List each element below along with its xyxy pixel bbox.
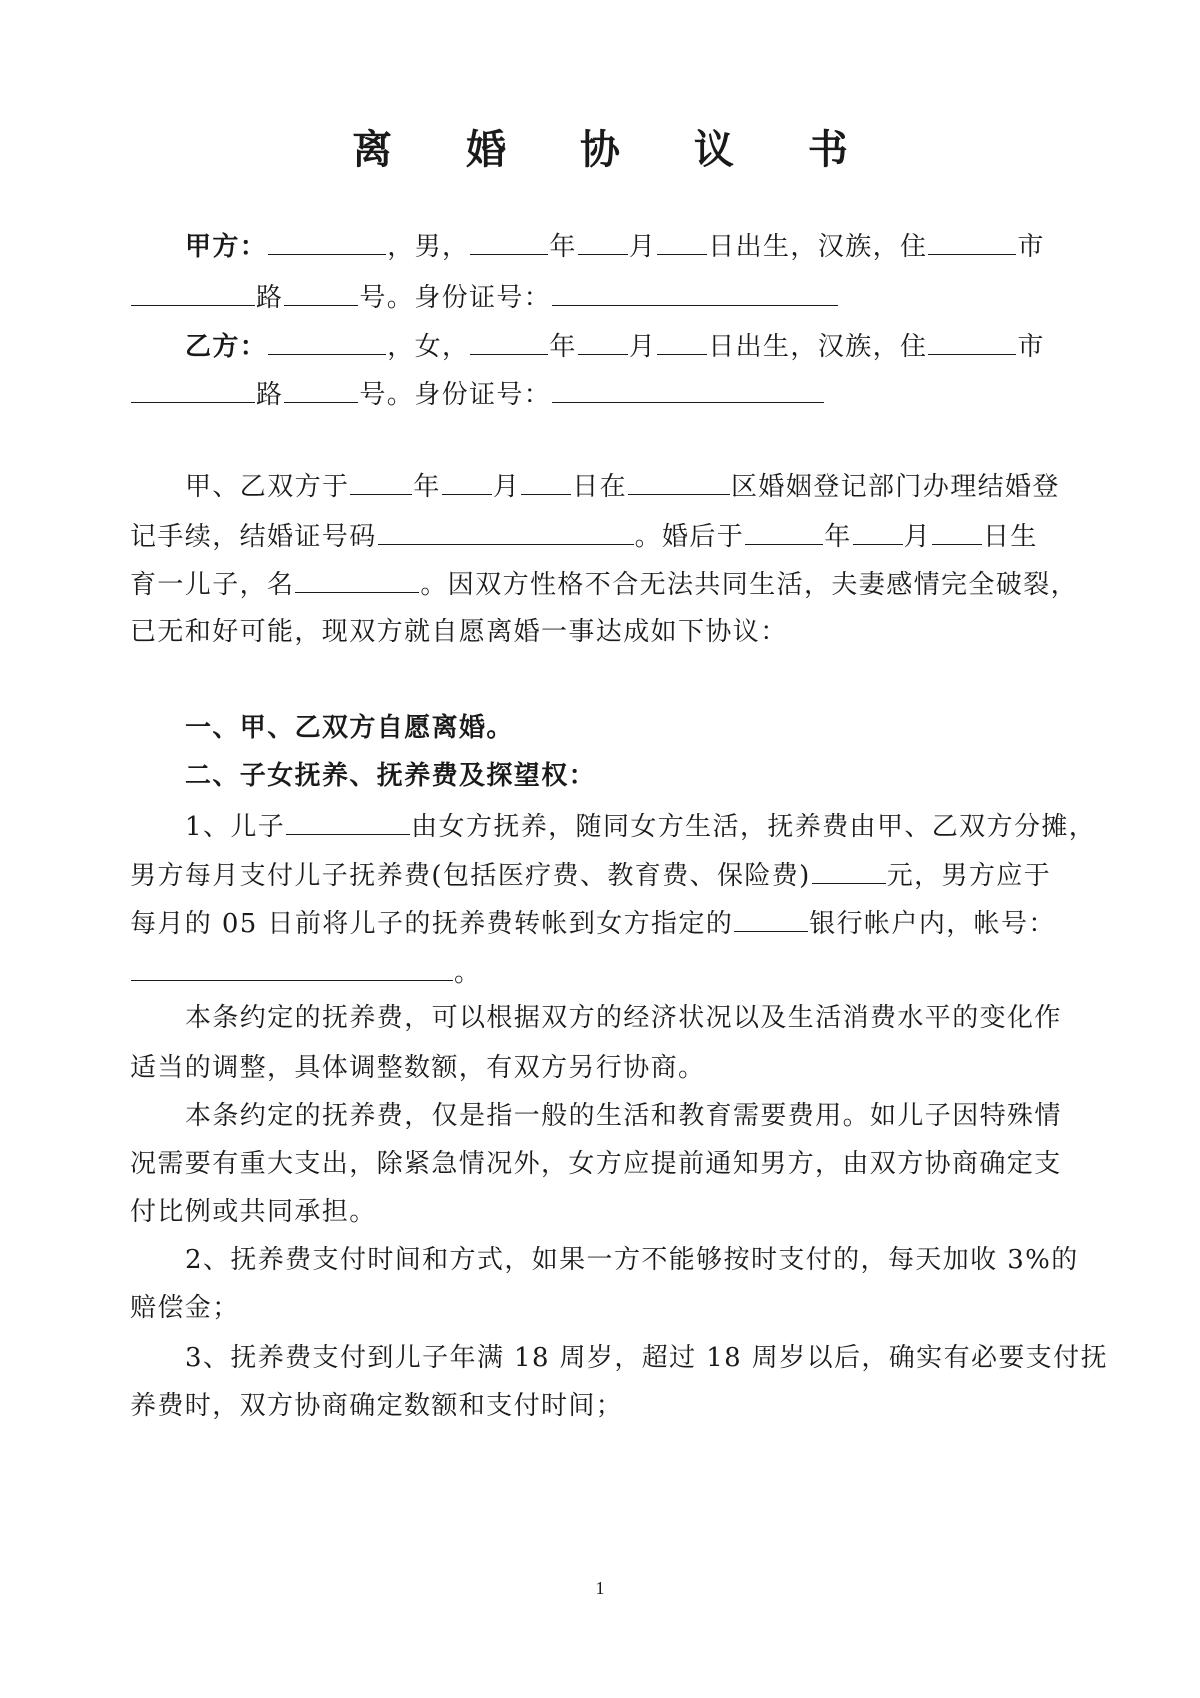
marriage-district-blank <box>628 466 730 495</box>
page-number: 1 <box>595 1578 605 1598</box>
para-b-line-3: 付比例或共同承担。 <box>130 1197 377 1227</box>
section-1-heading: 一、甲、乙双方自愿离婚。 <box>185 713 514 743</box>
item-1-line-2: 男方每月支付儿子抚养费(包括医疗费、教育费、保险费) 元，男方应于 <box>130 855 1090 891</box>
account-number-blank <box>131 952 453 981</box>
marriage-month-blank <box>442 466 492 495</box>
item-1-line-1: 1、儿子 由女方抚养，随同女方生活，抚养费由甲、乙双方分摊， <box>185 806 1090 842</box>
marriage-certificate-blank <box>378 516 634 545</box>
para-a-line-2: 适当的调整，具体调整数额，有双方另行协商。 <box>130 1053 706 1083</box>
child-birth-year-blank <box>745 516 823 545</box>
bank-name-blank <box>734 903 808 932</box>
para-a-line-1: 本条约定的抚养费，可以根据双方的经济状况以及生活消费水平的变化作 <box>185 1003 1062 1033</box>
party-b-name-blank <box>268 326 386 355</box>
item-3-line-2: 养费时，双方协商确定数额和支付时间； <box>130 1391 624 1421</box>
party-a-city-blank <box>928 226 1016 255</box>
party-b-birth-year-blank <box>470 326 548 355</box>
party-a-birth-day-blank <box>657 226 707 255</box>
section-2-heading: 二、子女抚养、抚养费及探望权： <box>185 761 597 791</box>
document-title: 离 婚 协 议 书 <box>352 126 878 173</box>
party-b-line-2: 路 号。身份证号： <box>130 374 1090 410</box>
party-b-birth-day-blank <box>657 326 707 355</box>
marriage-year-blank <box>350 466 412 495</box>
son-name-blank <box>286 806 410 835</box>
child-birth-day-blank <box>932 516 982 545</box>
item-3-line-1: 3、抚养费支付到儿子年满 18 周岁，超过 18 周岁以后，确实有必要支付抚 <box>185 1343 1108 1373</box>
party-b-birth-month-blank <box>578 326 628 355</box>
intro-line-3: 育一儿子，名 。因双方性格不合无法共同生活，夫妻感情完全破裂， <box>130 564 1090 600</box>
party-a-number-blank <box>284 277 358 306</box>
support-amount-blank <box>812 855 886 884</box>
item-1-line-4: 。 <box>130 952 1090 988</box>
party-b-city-blank <box>928 326 1016 355</box>
party-a-name-blank <box>268 226 386 255</box>
item-2-line-2: 赔偿金； <box>130 1293 240 1323</box>
party-b-number-blank <box>284 374 358 403</box>
party-a-line-2: 路 号。身份证号： <box>130 277 1090 313</box>
party-a-line-1: 甲方： ，男， 年 月 日出生，汉族，住 市 <box>185 226 1090 262</box>
party-a-birth-month-blank <box>578 226 628 255</box>
intro-line-2: 记手续，结婚证号码 。婚后于 年 月 日生 <box>130 516 1090 552</box>
child-name-blank <box>295 564 419 593</box>
para-b-line-1: 本条约定的抚养费，仅是指一般的生活和教育需要费用。如儿子因特殊情 <box>185 1101 1062 1131</box>
party-b-road-blank <box>131 374 255 403</box>
party-a-birth-year-blank <box>470 226 548 255</box>
party-b-id-blank <box>552 374 824 403</box>
child-birth-month-blank <box>853 516 903 545</box>
marriage-day-blank <box>521 466 571 495</box>
party-b-label: 乙方： <box>185 332 268 362</box>
party-a-label: 甲方： <box>185 232 268 262</box>
para-b-line-2: 况需要有重大支出，除紧急情况外，女方应提前通知男方，由双方协商确定支 <box>130 1149 1062 1179</box>
intro-line-1: 甲、乙双方于 年 月 日在 区婚姻登记部门办理结婚登 <box>185 466 1090 502</box>
party-a-id-blank <box>552 277 838 306</box>
party-a-road-blank <box>131 277 255 306</box>
party-b-line-1: 乙方： ，女， 年 月 日出生，汉族，住 市 <box>185 326 1090 362</box>
item-1-line-3: 每月的 05 日前将儿子的抚养费转帐到女方指定的 银行帐户内，帐号： <box>130 903 1090 939</box>
intro-line-4: 已无和好可能，现双方就自愿离婚一事达成如下协议： <box>130 617 788 647</box>
item-2-line-1: 2、抚养费支付时间和方式，如果一方不能够按时支付的，每天加收 3%的 <box>185 1245 1079 1275</box>
